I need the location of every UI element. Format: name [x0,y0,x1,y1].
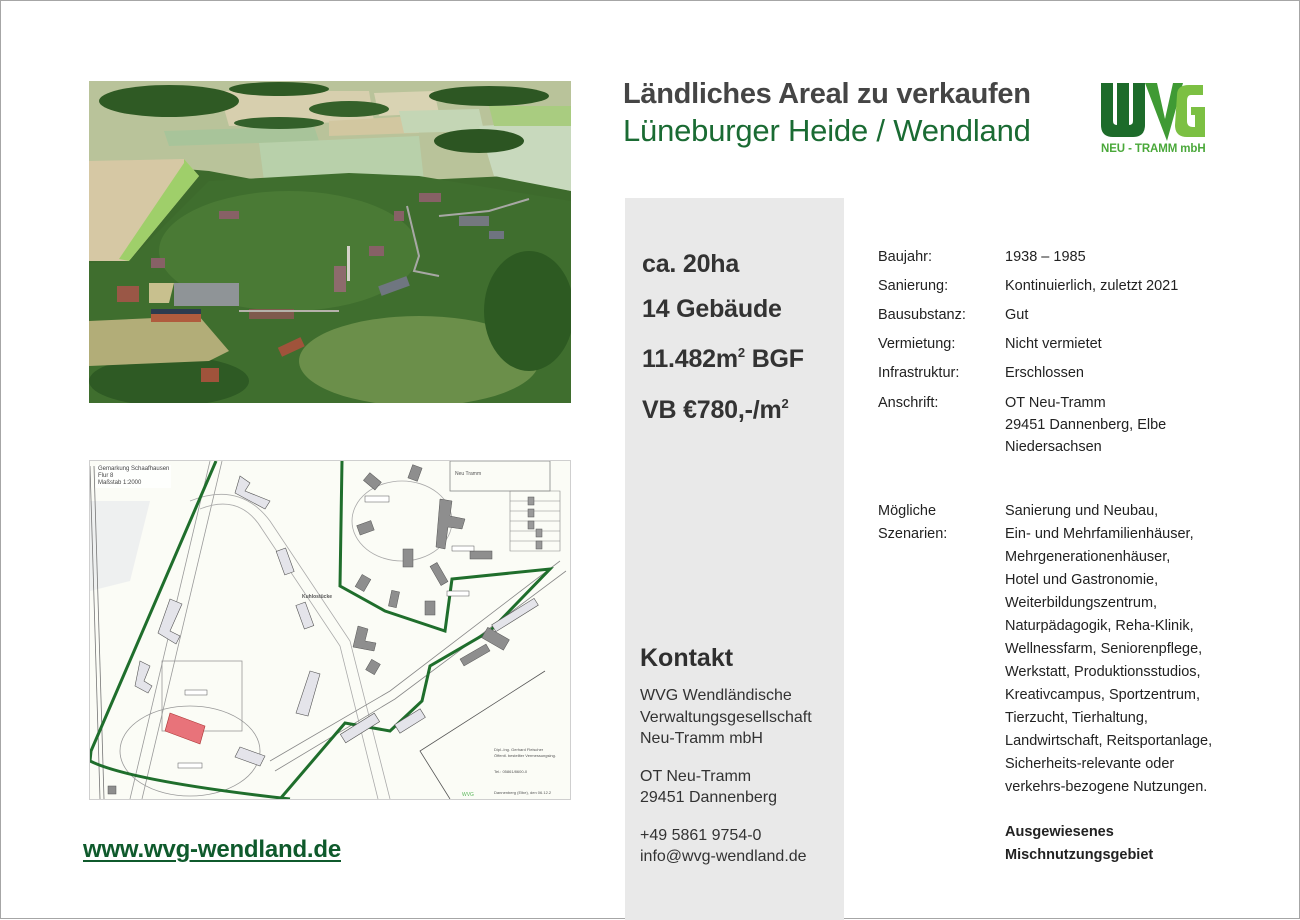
scenario-line: Hotel und Gastronomie, [1005,572,1159,588]
detail-value: Gut [1005,307,1029,323]
detail-label: Baujahr: [878,249,933,265]
scenario-line: Sanierung und Neubau, [1005,503,1159,519]
contact-company-line: Verwaltungsgesellschaft [640,708,812,726]
scenario-line: Wellnessfarm, Seniorenpflege, [1005,641,1203,657]
detail-value-line: OT Neu-Tramm [1005,394,1106,411]
key-fact-text: ca. 20ha [642,250,740,278]
scenario-line: Sicherheits-relevante oder [1005,756,1175,772]
key-fact-text: 14 Gebäude [642,294,782,323]
detail-row-baujahr [878,243,1248,272]
contact-address-line: 29451 Dannenberg [640,789,778,806]
detail-label: Sanierung: [878,278,949,294]
contact-phone[interactable]: +49 5861 9754-0 [640,826,762,844]
key-fact-text: VB €780,-/m [642,395,782,424]
detail-row-sanierung [878,272,1248,301]
key-fact-price [642,382,804,433]
scenario-line: verkehrs-bezogene Nutzungen. [1005,779,1208,795]
aerial-photo-graphic [89,81,571,403]
svg-text:Tel.: 05861/8600-0: Tel.: 05861/8600-0 [494,769,528,774]
detail-value: 1938 – 1985 [1005,249,1086,265]
site-plan-caption-line: Gemarkung Schaafhausen [98,466,170,472]
possible-scenarios [878,500,1258,867]
detail-value: Kontinuierlich, zuletzt 2021 [1005,278,1179,294]
headline [623,77,1031,151]
detail-row-infrastruktur [878,359,1248,388]
svg-text:Neu Tramm: Neu Tramm [455,471,482,477]
scenario-line: Landwirtschaft, Reitsportanlage, [1005,733,1213,749]
contact-address-line: OT Neu-Tramm [640,767,752,785]
contact-channels [640,825,812,868]
zoning-line: Mischnutzungsgebiet [1005,847,1154,863]
key-fact-superscript: 2 [737,345,745,360]
site-plan-caption-line: Maßstab 1:2000 [98,480,142,486]
scenario-line: Tierzucht, Tierhaltung, [1005,710,1148,726]
contact-company [640,685,812,750]
scenario-line: Werkstatt, Produktionsstudios, [1005,664,1201,680]
contact-company-line: WVG Wendländische [640,687,792,704]
key-fact-superscript: 2 [781,395,789,411]
key-facts-list [642,242,804,432]
site-plan-map [89,460,571,800]
detail-row-anschrift [878,388,1248,458]
detail-row-vermietung [878,330,1248,359]
contact-section [640,641,812,868]
wvg-logo-mark-icon [1099,81,1209,143]
site-plan-graphic [90,461,570,799]
key-fact-text: 11.482m [642,345,738,373]
detail-label: Vermietung: [878,336,956,352]
website-link[interactable]: www.wvg-wendland.de [83,836,341,863]
property-details [878,243,1248,458]
detail-value [1005,392,1248,458]
scenarios-label-line: Szenarien: [878,526,948,542]
page-subtitle: Lüneburger Heide / Wendland [623,113,1031,148]
key-fact-floor-area [642,331,804,382]
site-plan-caption [96,465,171,488]
page-title: Ländliches Areal zu verkaufen [623,78,1031,110]
scenario-line: Weiterbildungszentrum, [1005,595,1158,611]
key-fact-area [642,242,804,287]
detail-label: Anschrift: [878,394,939,411]
key-facts-panel [625,198,844,920]
zoning-designation [1005,821,1212,867]
svg-text:Dipl.-Ing. Gerhard Fleischer: Dipl.-Ing. Gerhard Fleischer [494,747,544,752]
detail-value-line: 29451 Dannenberg, Elbe [1005,416,1167,433]
logo-subline: NEU - TRAMM mbH [1101,143,1206,155]
detail-row-bausubstanz [878,301,1248,330]
detail-value: Erschlossen [1005,365,1084,381]
aerial-photo [89,81,571,403]
contact-email[interactable]: info@wvg-wendland.de [640,848,807,865]
svg-text:Dannenberg (Elbe), den 06.12.2: Dannenberg (Elbe), den 06.12.2 [494,790,552,795]
key-fact-buildings [642,287,804,332]
scenarios-label-line: Mögliche [878,503,937,519]
scenario-line: Kreativcampus, Sportzentrum, [1005,687,1201,703]
detail-label: Infrastruktur: [878,365,960,381]
site-plan-caption-line: Flur 8 [98,473,114,479]
contact-address [640,766,812,809]
detail-value: Nicht vermietet [1005,336,1102,352]
scenario-line: Naturpädagogik, Reha-Klinik, [1005,618,1194,634]
contact-title: Kontakt [640,644,734,672]
wvg-logo [1099,81,1229,161]
contact-company-line: Neu-Tramm mbH [640,730,763,747]
scenario-line: Ein- und Mehrfamilienhäuser, [1005,526,1194,542]
svg-text:WVG: WVG [462,792,474,798]
key-fact-suffix: BGF [744,345,804,373]
zoning-line: Ausgewiesenes [1005,824,1114,840]
scenarios-list [1005,500,1212,867]
svg-text:Öffentl. bestellter Vermessung: Öffentl. bestellter Vermessungsing. [494,753,556,758]
svg-text:Kuhlostücke: Kuhlostücke [302,594,333,600]
scenarios-label [878,500,1005,867]
scenario-line: Mehrgenerationenhäuser, [1005,549,1171,565]
detail-label: Bausubstanz: [878,307,966,323]
detail-value-line: Niedersachsen [1005,438,1102,455]
